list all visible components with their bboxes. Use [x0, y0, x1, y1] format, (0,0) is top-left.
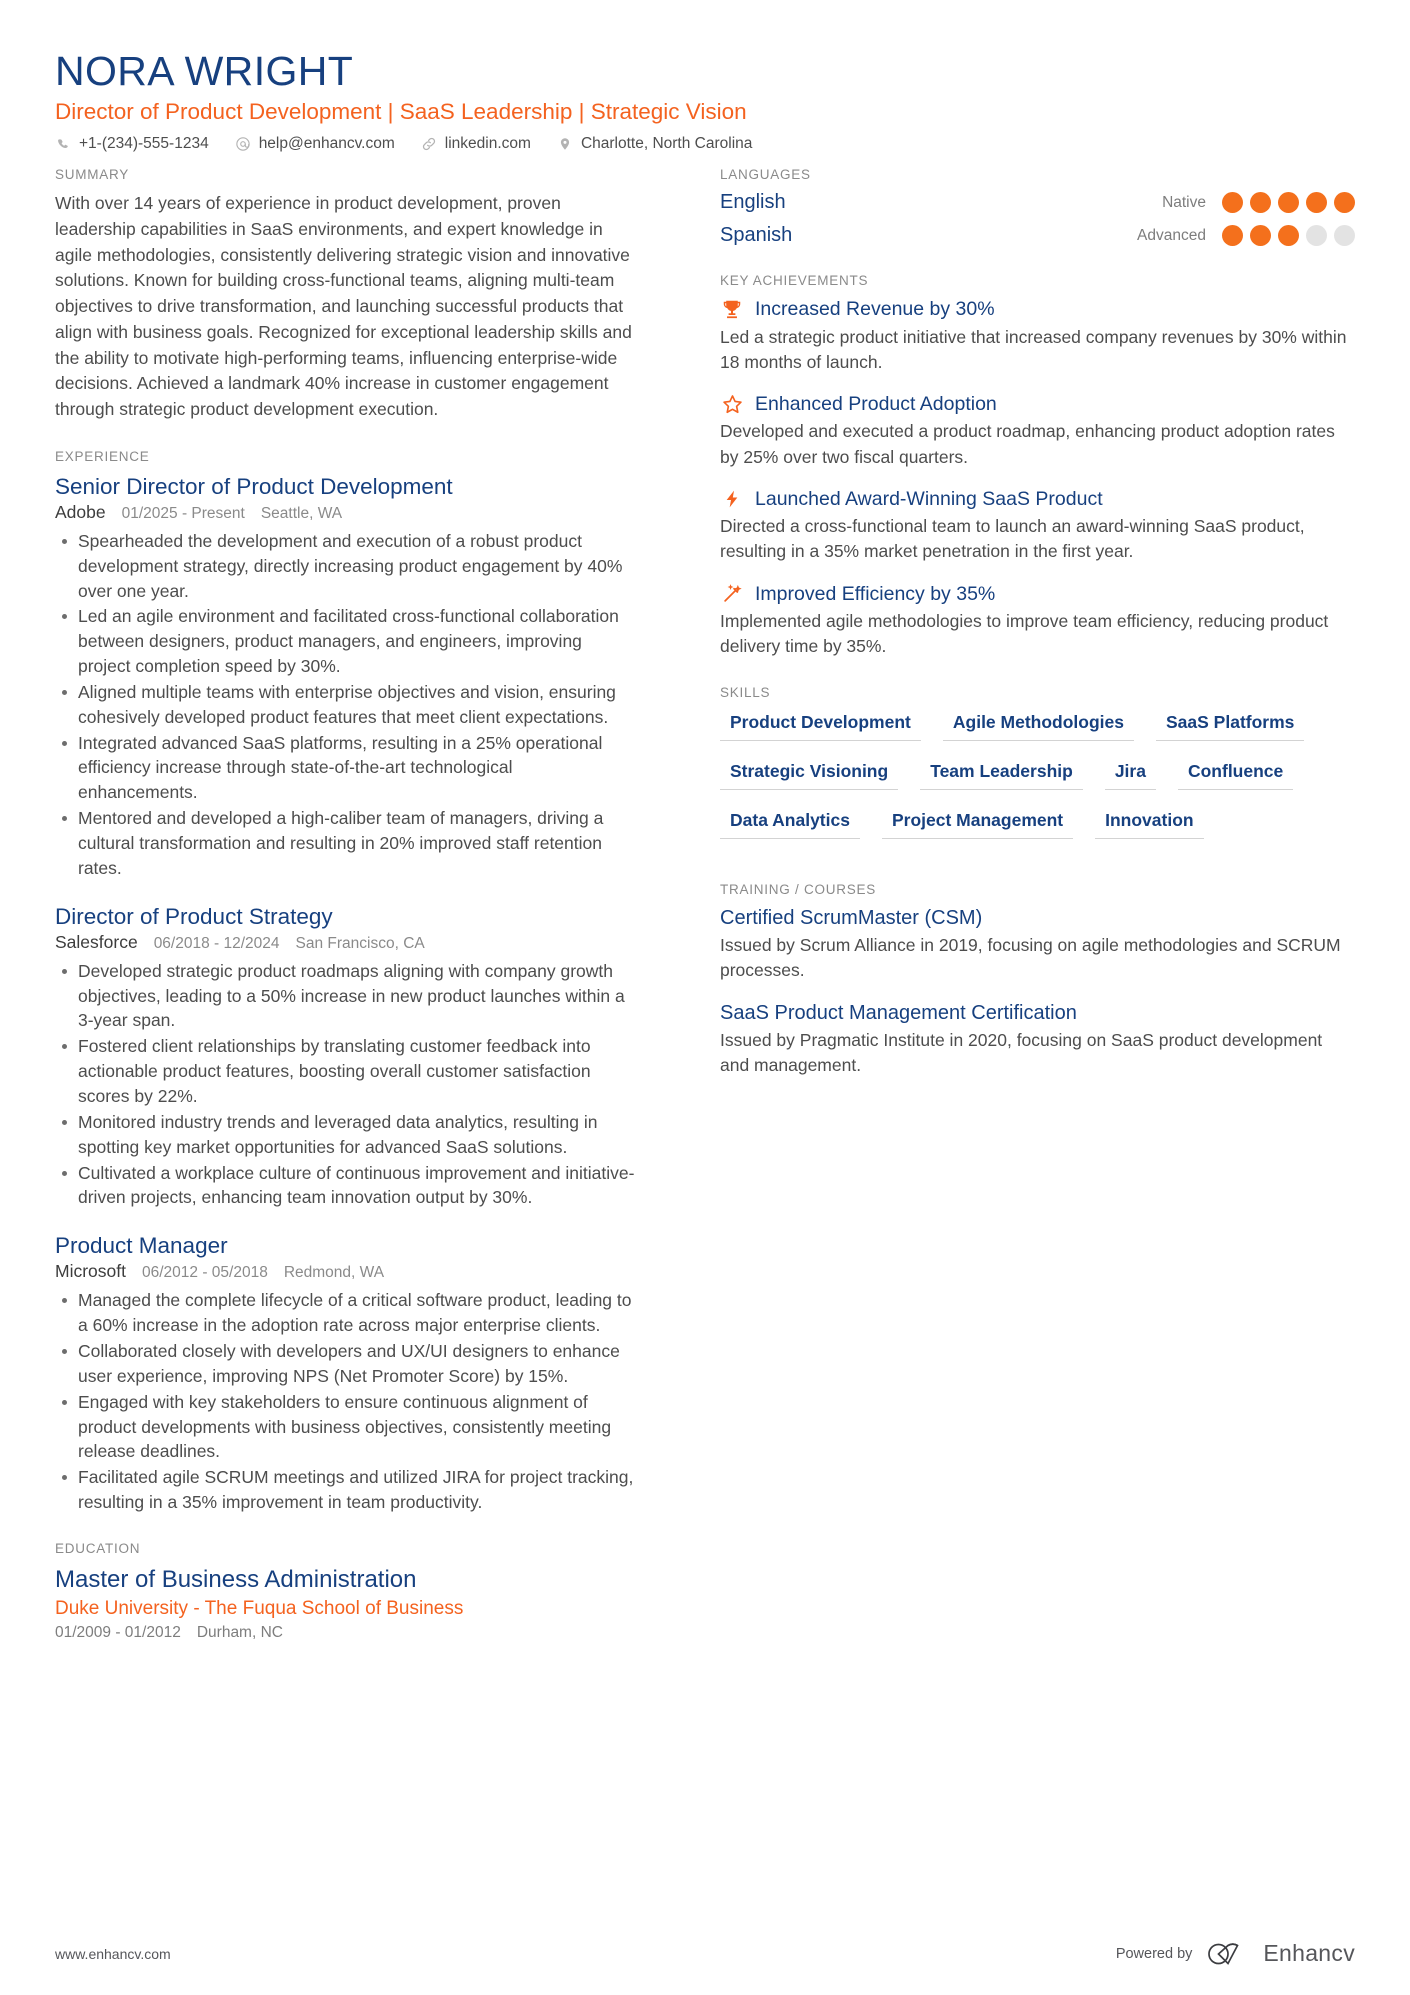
skill-chip: Project Management [882, 807, 1073, 839]
contact-text: +1-(234)-555-1234 [79, 135, 209, 153]
training-description: Issued by Pragmatic Institute in 2020, focusing on SaaS product development and management. [720, 1029, 1323, 1075]
job-meta [55, 502, 637, 523]
achievement-title: Enhanced Product Adoption [755, 393, 997, 416]
training-list [720, 906, 1355, 1078]
training-entry [720, 1001, 1355, 1078]
languages-section-label: LANGUAGES [720, 167, 811, 183]
enhancv-logo-icon [1206, 1941, 1252, 1967]
content-columns [55, 167, 1355, 1667]
training-title: SaaS Product Management Certification [720, 1001, 1077, 1024]
contact-text: Charlotte, North Carolina [580, 135, 753, 153]
contact-item-location-pin[interactable] [557, 135, 752, 153]
proficiency-dot [1250, 225, 1271, 246]
job-location: Redmond, WA [283, 1264, 385, 1282]
candidate-headline: Director of Product Development | SaaS Leadership | Strategic Vision [55, 99, 747, 125]
experience-section [55, 449, 637, 1515]
skill-chip: Strategic Visioning [720, 758, 898, 790]
education-list [55, 1565, 637, 1642]
language-proficiency-dots [1222, 192, 1355, 213]
proficiency-dot [1334, 225, 1355, 246]
achievement-entry [720, 487, 1355, 565]
job-bullet-list [55, 1288, 637, 1515]
achievement-entry [720, 392, 1355, 470]
right-column [665, 167, 1355, 1104]
experience-bullet: Managed the complete lifecycle of a critical software product, leading to a 60% increase in the adoption rate across major enterprise clients. [55, 1288, 637, 1338]
education-meta [55, 1624, 637, 1642]
achievements-section-label: KEY ACHIEVEMENTS [720, 273, 869, 289]
experience-bullet: Led an agile environment and facilitated cross-functional collaboration between designers, product managers, and engineers, improving project completion speed by 30%. [55, 604, 637, 679]
job-company: Adobe [55, 501, 106, 522]
contact-text: linkedin.com [444, 135, 531, 153]
job-meta [55, 1261, 637, 1282]
skill-chip: Confluence [1178, 758, 1293, 790]
achievements-list [720, 297, 1355, 659]
proficiency-dot [1278, 225, 1299, 246]
experience-bullet: Fostered client relationships by translating customer feedback into actionable product features, boosting overall customer satisfaction scores by 22%. [55, 1034, 637, 1109]
job-title: Director of Product Strategy [55, 903, 333, 929]
language-level: Advanced [1137, 226, 1206, 244]
skill-chip: SaaS Platforms [1156, 709, 1304, 741]
education-location: Durham, NC [196, 1623, 283, 1641]
experience-section-label: EXPERIENCE [55, 448, 150, 464]
experience-bullet: Integrated advanced SaaS platforms, resulting in a 25% operational efficiency increase through state-of-the-art technological enhancements. [55, 731, 637, 806]
training-section-label: TRAINING / COURSES [720, 882, 877, 898]
languages-section [720, 167, 1355, 247]
experience-bullet: Monitored industry trends and leveraged data analytics, resulting in spotting key market opportunities for advanced SaaS solutions. [55, 1110, 637, 1160]
experience-bullet: Collaborated closely with developers and UX/UI designers to enhance user experience, improving NPS (Net Promoter Score) by 15%. [55, 1339, 637, 1389]
education-school: Duke University - The Fuqua School of Business [55, 1597, 464, 1619]
phone-icon [55, 136, 72, 153]
language-row [720, 224, 1355, 247]
achievement-entry [720, 582, 1355, 660]
proficiency-dot [1334, 192, 1355, 213]
powered-by-label: Powered by [1115, 1945, 1193, 1962]
achievement-description: Directed a cross-functional team to launch an award-winning SaaS product, resulting in a 35% market penetration in the first year. [720, 516, 1305, 562]
job-location: Seattle, WA [260, 504, 343, 522]
job-company: Salesforce [55, 931, 138, 952]
candidate-name: NORA WRIGHT [55, 48, 354, 94]
summary-text: With over 14 years of experience in product development, proven leadership capabilities in SaaS environments, and expert knowledge in agile methodologies, consistently delivering strategic vision and innovative solutions. Known for building cross-functional teams, aligning multi-team objectives to drive transformation, and launching successful products that align with business goals. Recognized for exceptional leadership skills and the ability to motivate high-performing teams, influencing enterprise-wide decisions. Achieved a landmark 40% increase in customer engagement through strategic product development execution. [55, 193, 632, 420]
experience-bullet: Developed strategic product roadmaps aligning with company growth objectives, leading to a 50% increase in new product launches within a 3-year span. [55, 959, 637, 1034]
training-title: Certified ScrumMaster (CSM) [720, 907, 983, 930]
education-dates: 01/2009 - 01/2012 [55, 1623, 181, 1641]
proficiency-dot [1222, 225, 1243, 246]
contact-item-email[interactable] [235, 135, 395, 153]
education-section [55, 1541, 637, 1642]
job-title: Senior Director of Product Development [55, 473, 453, 499]
achievement-description: Implemented agile methodologies to improve team efficiency, reducing product delivery time by 35%. [720, 610, 1329, 657]
achievement-title: Launched Award-Winning SaaS Product [755, 487, 1103, 510]
skill-chip: Product Development [720, 709, 921, 741]
star-outline-icon [720, 392, 744, 416]
education-section-label: EDUCATION [55, 1540, 141, 1556]
education-entry [55, 1565, 637, 1642]
skill-chip: Innovation [1095, 807, 1203, 839]
experience-list [55, 473, 637, 1515]
job-dates: 06/2018 - 12/2024 [153, 934, 280, 952]
link-icon [421, 136, 438, 153]
resume-header [55, 48, 1355, 153]
proficiency-dot [1278, 192, 1299, 213]
trophy-icon [720, 297, 744, 321]
language-row [720, 191, 1355, 214]
experience-entry [55, 473, 637, 881]
achievement-description: Developed and executed a product roadmap, enhancing product adoption rates by 25% over two fiscal quarters. [720, 421, 1335, 467]
left-column [55, 167, 665, 1667]
achievement-entry [720, 297, 1355, 375]
language-name: English [720, 191, 786, 214]
summary-section-label: SUMMARY [55, 167, 130, 183]
experience-entry [55, 1232, 637, 1515]
skills-list [720, 709, 1355, 856]
experience-bullet: Engaged with key stakeholders to ensure continuous alignment of product developments with business objectives, consistently meeting release deadlines. [55, 1390, 637, 1465]
job-bullet-list [55, 529, 637, 881]
proficiency-dot [1306, 192, 1327, 213]
skill-chip: Data Analytics [720, 807, 860, 839]
experience-bullet: Cultivated a workplace culture of continuous improvement and initiative-driven projects, enhancing team innovation output by 30%. [55, 1161, 637, 1211]
enhancv-brand [1206, 1940, 1355, 1967]
language-name: Spanish [720, 224, 793, 247]
experience-bullet: Facilitated agile SCRUM meetings and utilized JIRA for project tracking, resulting in a 35% improvement in team productivity. [55, 1465, 637, 1515]
job-title: Product Manager [55, 1233, 228, 1259]
achievements-section [720, 273, 1355, 659]
language-proficiency-dots [1222, 225, 1355, 246]
experience-bullet: Spearheaded the development and execution of a robust product development strategy, directly increasing product engagement by 40% over one year. [55, 529, 637, 604]
languages-list [720, 191, 1355, 247]
proficiency-dot [1222, 192, 1243, 213]
proficiency-dot [1250, 192, 1271, 213]
skill-chip: Team Leadership [920, 758, 1083, 790]
language-level: Native [1162, 193, 1206, 211]
contact-text: help@enhancv.com [258, 135, 395, 153]
email-icon [235, 136, 252, 153]
proficiency-dot [1306, 225, 1327, 246]
training-entry [720, 906, 1355, 983]
achievement-header [720, 297, 1355, 321]
footer-branding [1116, 1940, 1355, 1967]
achievement-title: Improved Efficiency by 35% [755, 582, 996, 605]
experience-bullet: Aligned multiple teams with enterprise objectives and vision, ensuring cohesively developed product features that meet client expectations. [55, 680, 637, 730]
summary-section [55, 167, 637, 422]
contact-item-link[interactable] [421, 135, 531, 153]
experience-entry [55, 903, 637, 1211]
job-dates: 06/2012 - 05/2018 [141, 1264, 268, 1282]
achievement-header [720, 487, 1355, 511]
contact-row [55, 135, 1355, 153]
skill-chip: Jira [1105, 758, 1156, 790]
skill-chip: Agile Methodologies [943, 709, 1134, 741]
contact-item-phone[interactable] [55, 135, 209, 153]
experience-bullet: Mentored and developed a high-caliber team of managers, driving a cultural transformation and resulting in 20% improved staff retention rates. [55, 806, 637, 881]
footer-website-url[interactable]: www.enhancv.com [55, 1945, 171, 1962]
job-bullet-list [55, 959, 637, 1210]
job-meta [55, 932, 637, 953]
training-section [720, 882, 1355, 1078]
skills-section [720, 685, 1355, 856]
page-footer [55, 1940, 1355, 1967]
job-dates: 01/2025 - Present [121, 504, 245, 522]
job-location: San Francisco, CA [295, 934, 425, 952]
job-company: Microsoft [55, 1261, 126, 1282]
lightning-bolt-icon [720, 487, 744, 511]
magic-wand-icon [720, 582, 744, 606]
skills-section-label: SKILLS [720, 685, 771, 701]
achievement-header [720, 582, 1355, 606]
location-pin-icon [557, 136, 574, 153]
education-degree: Master of Business Administration [55, 1565, 417, 1593]
training-description: Issued by Scrum Alliance in 2019, focusing on agile methodologies and SCRUM processes. [720, 935, 1341, 981]
achievement-header [720, 392, 1355, 416]
achievement-description: Led a strategic product initiative that increased company revenues by 30% within 18 months of launch. [720, 326, 1347, 372]
achievement-title: Increased Revenue by 30% [755, 298, 995, 321]
enhancv-brand-name: Enhancv [1263, 1940, 1355, 1966]
